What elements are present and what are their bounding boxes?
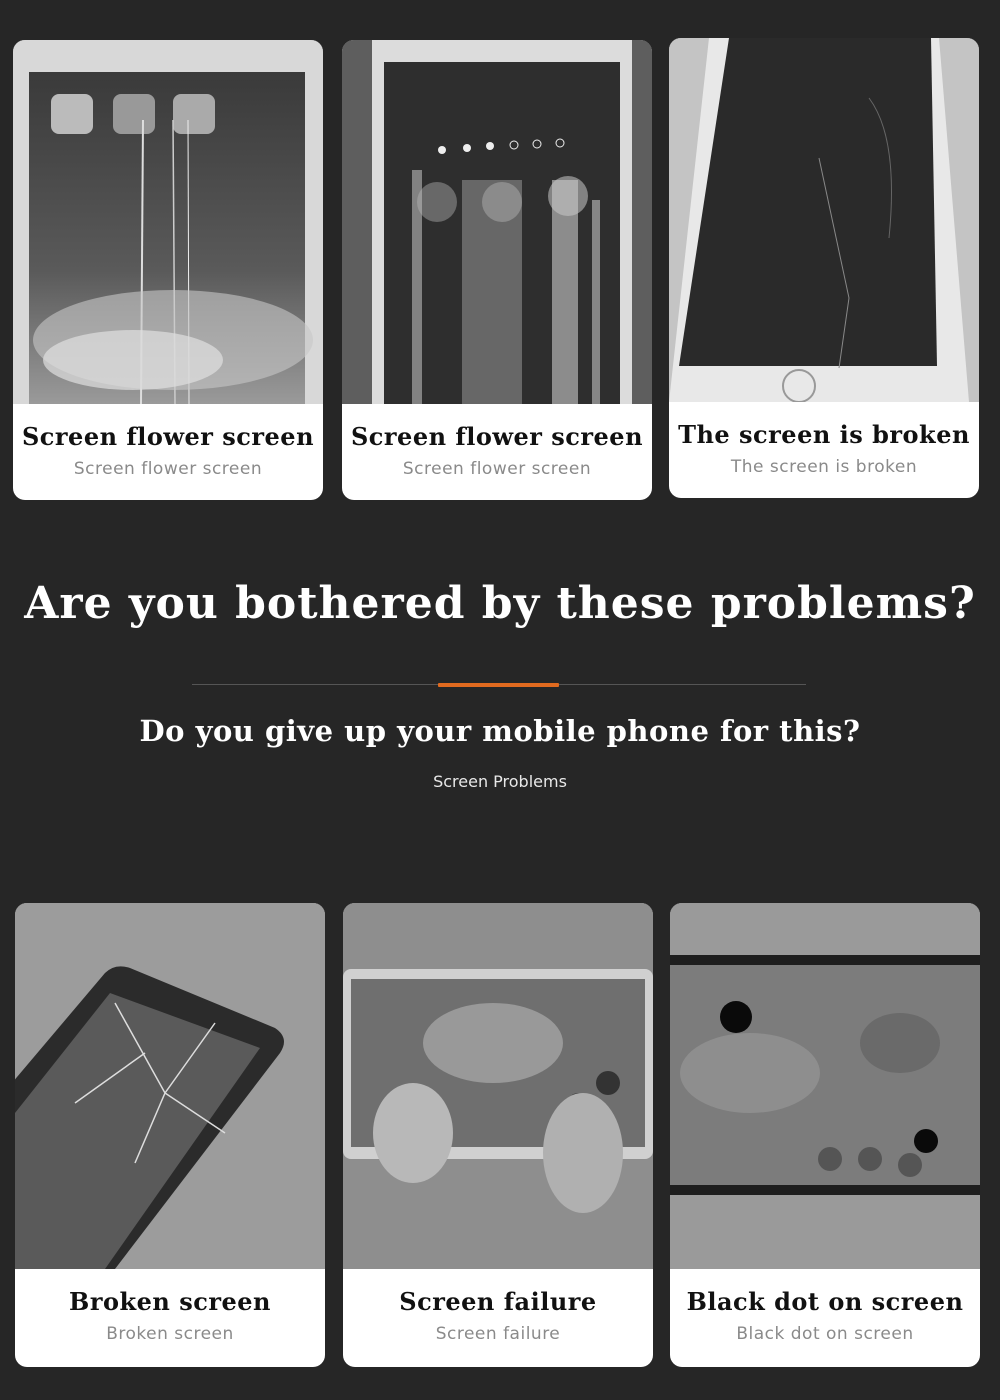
lockscreen-stripes-phone-photo: [342, 40, 652, 404]
card-title: The screen is broken: [678, 420, 970, 449]
page-subheadline: Do you give up your mobile phone for this?: [139, 714, 861, 748]
problem-card-flower-screen-2: [342, 40, 652, 500]
page-headline: Are you bothered by these problems?: [24, 578, 976, 629]
card-subtitle: Screen failure: [435, 1324, 561, 1344]
cracked-phone-photo: [669, 38, 979, 402]
card-subtitle: Black dot on screen: [736, 1324, 914, 1344]
flower-screen-phone-photo: [13, 40, 323, 404]
game-screen-failure-photo: [343, 903, 653, 1269]
problem-card-broken-screen: [15, 903, 325, 1367]
shattered-phone-photo: [15, 903, 325, 1269]
card-title: Screen failure: [399, 1287, 597, 1316]
card-title: Screen flower screen: [21, 422, 315, 451]
card-subtitle: Screen flower screen: [402, 459, 592, 479]
problem-card-screen-broken: [669, 38, 979, 498]
black-dot-game-photo: [670, 903, 980, 1269]
section-label: Screen Problems: [433, 772, 567, 791]
problem-card-flower-screen-1: [13, 40, 323, 500]
card-title: Broken screen: [69, 1287, 271, 1316]
card-subtitle: Screen flower screen: [73, 459, 263, 479]
card-title: Black dot on screen: [686, 1287, 964, 1316]
card-subtitle: The screen is broken: [730, 457, 918, 477]
divider-accent: [438, 683, 559, 687]
card-subtitle: Broken screen: [106, 1324, 234, 1344]
card-title: Screen flower screen: [350, 422, 644, 451]
problem-card-black-dot: [670, 903, 980, 1367]
problem-card-screen-failure: [343, 903, 653, 1367]
